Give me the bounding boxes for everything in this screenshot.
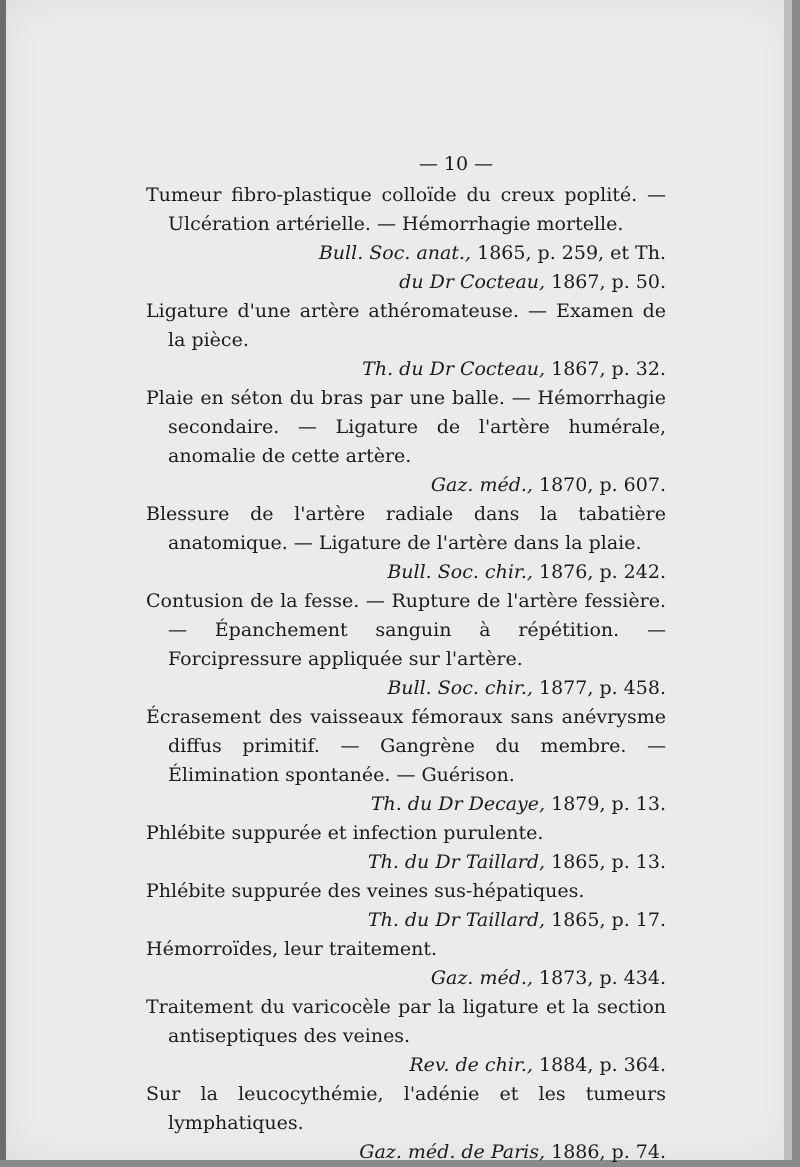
bibliography-list xyxy=(146,181,666,1167)
entry-title: Contusion de la fesse. — Rupture de l'artère fessière. — Épanchement sanguin à répétition. — Forcipressure appliquée sur l'artère. xyxy=(146,590,666,670)
entry-title: Blessure de l'artère radiale dans la tabatière anatomique. — Ligature de l'artère dans la plaie. xyxy=(146,503,666,554)
entry-reference xyxy=(146,558,666,587)
reference-details: 1865, p. 13. xyxy=(545,851,666,873)
reference-details: 1879, p. 13. xyxy=(545,793,666,815)
bibliography-entry xyxy=(146,703,666,819)
entry-reference xyxy=(146,674,666,703)
reference-source: Bull. Soc. anat., xyxy=(318,242,472,264)
bibliography-entry xyxy=(146,384,666,500)
reference-source: Rev. de chir., xyxy=(409,1054,533,1076)
entry-reference xyxy=(146,239,666,268)
reference-details: 1865, p. 259, et Th. xyxy=(471,242,666,264)
reference-source: Th. du Dr Decaye, xyxy=(370,793,546,815)
entry-title: Écrasement des vaisseaux fémoraux sans anévrysme diffus primitif. — Gangrène du membre. — Élimination spontanée. — Guérison. xyxy=(146,706,666,786)
reference-details: 1884, p. 364. xyxy=(532,1054,666,1076)
reference-source: du Dr Cocteau, xyxy=(399,271,546,293)
entry-title: Tumeur fibro-plastique colloïde du creux poplité. — Ulcération artérielle. — Hémorrhagie mortelle. xyxy=(146,184,666,235)
entry-reference xyxy=(146,355,666,384)
reference-details: 1867, p. 50. xyxy=(545,271,666,293)
page-content xyxy=(146,150,666,1167)
entry-reference xyxy=(146,790,666,819)
bibliography-entry xyxy=(146,1080,666,1167)
reference-source: Gaz. méd., xyxy=(430,967,533,989)
entry-title: Phlébite suppurée et infection purulente. xyxy=(146,822,544,844)
entry-title: Traitement du varicocèle par la ligature et la section antiseptiques des veines. xyxy=(146,996,666,1047)
reference-details: 1877, p. 458. xyxy=(532,677,666,699)
entry-reference xyxy=(146,1051,666,1080)
entry-title: Hémorroïdes, leur traitement. xyxy=(146,938,438,960)
bibliography-entry xyxy=(146,877,666,935)
reference-details: 1876, p. 242. xyxy=(532,561,666,583)
reference-source: Th. du Dr Taillard, xyxy=(367,851,546,873)
reference-details: 1867, p. 32. xyxy=(545,358,666,380)
entry-title: Sur la leucocythémie, l'adénie et les tumeurs lymphatiques. xyxy=(146,1083,666,1134)
bibliography-entry xyxy=(146,587,666,703)
entry-title: Phlébite suppurée des veines sus-hépatiques. xyxy=(146,880,585,902)
bibliography-entry xyxy=(146,297,666,384)
entry-reference xyxy=(146,964,666,993)
entry-reference xyxy=(146,268,666,297)
bibliography-entry xyxy=(146,819,666,877)
reference-details: 1870, p. 607. xyxy=(532,474,666,496)
bibliography-entry xyxy=(146,993,666,1080)
reference-source: Bull. Soc. chir., xyxy=(387,561,533,583)
reference-source: Bull. Soc. chir., xyxy=(387,677,533,699)
entry-reference xyxy=(146,906,666,935)
bibliography-entry xyxy=(146,181,666,297)
reference-details: 1865, p. 17. xyxy=(545,909,666,931)
reference-details: 1873, p. 434. xyxy=(532,967,666,989)
page-edge xyxy=(784,0,792,1160)
entry-title: Plaie en séton du bras par une balle. — Hémorrhagie secondaire. — Ligature de l'artère humérale, anomalie de cette artère. xyxy=(146,387,666,467)
reference-source: Gaz. méd., xyxy=(430,474,533,496)
page-number: — 10 — xyxy=(418,153,494,175)
reference-source: Th. du Dr Taillard, xyxy=(367,909,546,931)
reference-details: 1886, p. 74. xyxy=(545,1141,666,1163)
reference-source: Th. du Dr Cocteau, xyxy=(362,358,546,380)
entry-reference xyxy=(146,471,666,500)
bibliography-entry xyxy=(146,500,666,587)
entry-title: Ligature d'une artère athéromateuse. — Examen de la pièce. xyxy=(146,300,666,351)
entry-reference xyxy=(146,848,666,877)
entry-reference xyxy=(146,1138,666,1167)
reference-source: Gaz. méd. de Paris, xyxy=(359,1141,546,1163)
bibliography-entry xyxy=(146,935,666,993)
